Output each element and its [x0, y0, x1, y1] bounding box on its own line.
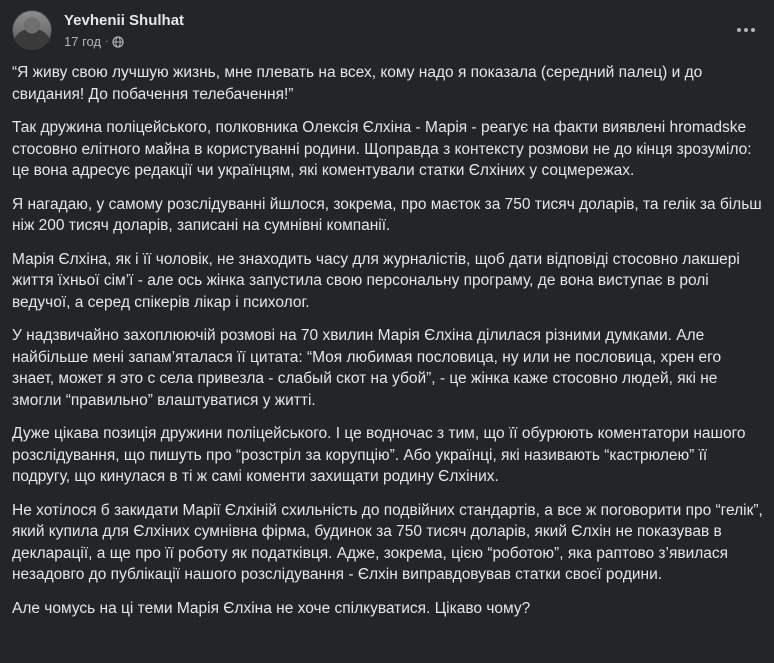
post-time[interactable]: 17 год	[64, 34, 102, 49]
post-paragraph: Дуже цікава позиція дружини поліцейського. І це водночас з тим, що її обурюють коментатори нашого розслідування, що пишуть про “розстріл за корупцію”. Або українці, які називають “кастрюлею” її подругу, що кинулася в ті ж самі коменти захищати родину Єлхіних.	[12, 425, 746, 485]
post-paragraph: Я нагадаю, у самому розслідуванні йшлося, зокрема, про маєток за 750 тисяч доларів, та гелік за більш ніж 200 тисяч доларів, записані на сумнівні компанії.	[12, 195, 762, 234]
more-horizontal-icon	[737, 28, 741, 32]
post-text	[12, 62, 764, 631]
post-paragraph: У надзвичайно захоплюючій розмові на 70 хвилин Марія Єлхіна ділилася різними думками. Але найбільше мені запам’яталася її цитата: “Моя любимая пословица, ну или не пословица, хрен его знает, может я это с села привезла - слабый скот на убой”, - це жінка каже стосовно людей, які не змогли “правильно” влаштуватися у житті.	[12, 327, 722, 409]
post-paragraph: Так дружина поліцейського, полковника Олексія Єлхіна - Марія - реагує на факти виявлені hromadske стосовно елітного майна в користуванні родини. Щоправда з контексту розмови не до кінця зрозуміло: це вона адресує редакції чи українцям, які коментували статки Єлхіних у соцмережах.	[12, 119, 752, 179]
post-paragraph: Марія Єлхіна, як і її чоловік, не знаходить часу для журналістів, щоб дати відповіді стосовно лакшері життя їхньої сім’ї - але ось жінка запустила свою персональну програму, де вона виступає в ролі ведучої, а серед спікерів лікар і психолог.	[12, 250, 740, 311]
avatar[interactable]	[12, 10, 52, 50]
post-paragraph: Не хотілося б закидати Марії Єлхіній схильність до подвійних стандартів, а все ж поговорити про “гелік”, який купила для Єлхіних сумнівна фірма, будинок за 750 тисяч доларів, який Єлхін не показував в декларації, а ще про її роботу як податківця. Адже, зокрема, цією “роботою”, яка раптово з’явилася незадовго до публікації нашого розслідування - Єлхін виправдовував статки своєї родини.	[12, 501, 763, 583]
author-name[interactable]: Yevhenii Shulhat	[64, 12, 185, 29]
more-dot	[744, 28, 748, 32]
more-options-button[interactable]	[730, 14, 762, 46]
post-paragraph: “Я живу свою лучшую жизнь, мне плевать на всех, кому надо я показала (середний палец) и до свидания! До побачення телебачення!”	[12, 64, 703, 103]
post-header	[12, 8, 762, 54]
post-meta	[64, 34, 124, 49]
post-paragraph: Але чомусь на ці теми Марія Єлхіна не хоче спілкуватися. Цікаво чому?	[12, 599, 531, 617]
globe-icon[interactable]	[112, 36, 124, 48]
meta-separator: ·	[105, 36, 109, 47]
more-dot	[751, 28, 755, 32]
